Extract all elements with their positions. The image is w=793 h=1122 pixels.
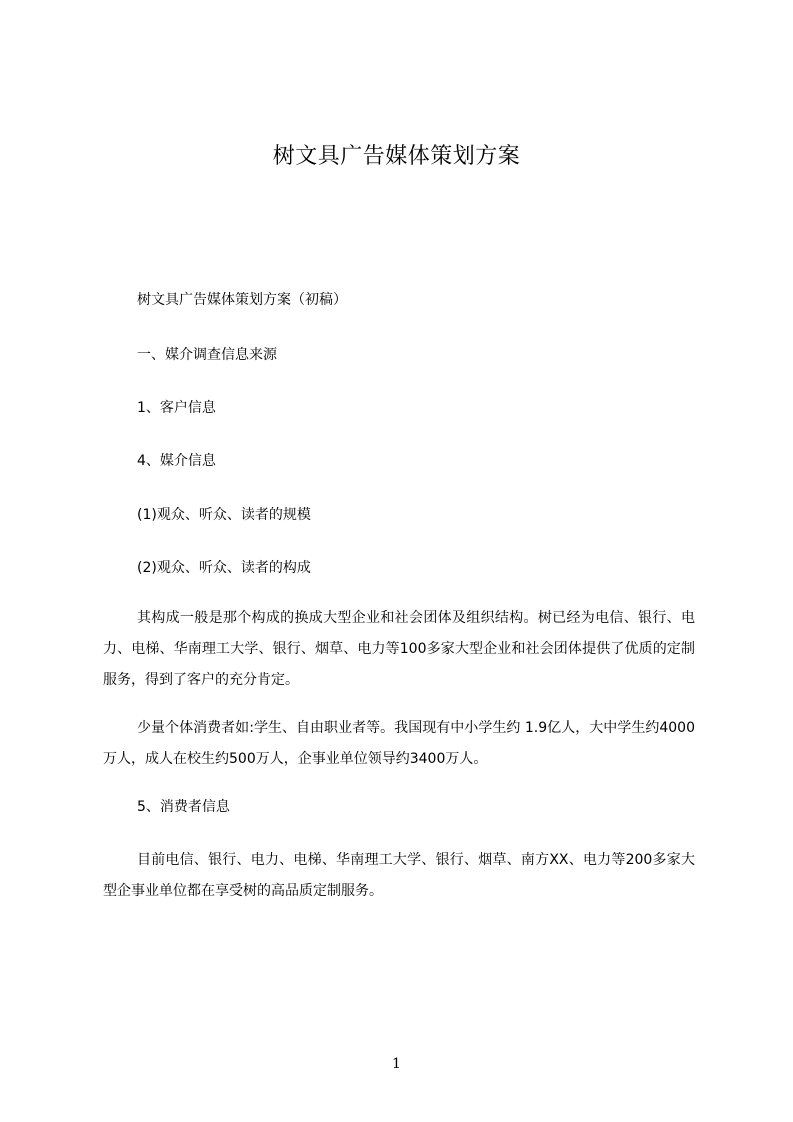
item-consumer-info: 5、消费者信息 bbox=[137, 799, 230, 815]
sub-item-audience-composition: (2)观众、听众、读者的构成 bbox=[137, 560, 311, 576]
paragraph-enterprise-clients: 目前电信、银行、电力、电梯、华南理工大学、银行、烟草、南方XX、电力等200多家大型企事业单位都在享受树的高品质定制服务。 bbox=[103, 852, 695, 899]
item-client-info: 1、客户信息 bbox=[137, 400, 216, 416]
page-number: 1 bbox=[392, 1056, 401, 1072]
document-subtitle: 树文具广告媒体策划方案（初稿） bbox=[137, 292, 347, 308]
paragraph-composition: 其构成一般是那个构成的换成大型企业和社会团体及组织结构。树已经为电信、银行、电力、电梯、华南理工大学、银行、烟草、电力等100多家大型企业和社会团体提供了优质的定制服务，得到了客户的充分肯定。 bbox=[103, 610, 695, 688]
section-heading-media-research: 一、媒介调查信息来源 bbox=[137, 347, 277, 363]
paragraph-individual-consumers: 少量个体消费者如:学生、自由职业者等。我国现有中小学生约 1.9亿人，大中学生约4000万人，成人在校生约500万人，企事业单位领导约3400万人。 bbox=[103, 720, 695, 767]
item-media-info: 4、媒介信息 bbox=[137, 453, 216, 469]
document-title: 树文具广告媒体策划方案 bbox=[272, 144, 521, 169]
sub-item-audience-scale: (1)观众、听众、读者的规模 bbox=[137, 507, 311, 523]
